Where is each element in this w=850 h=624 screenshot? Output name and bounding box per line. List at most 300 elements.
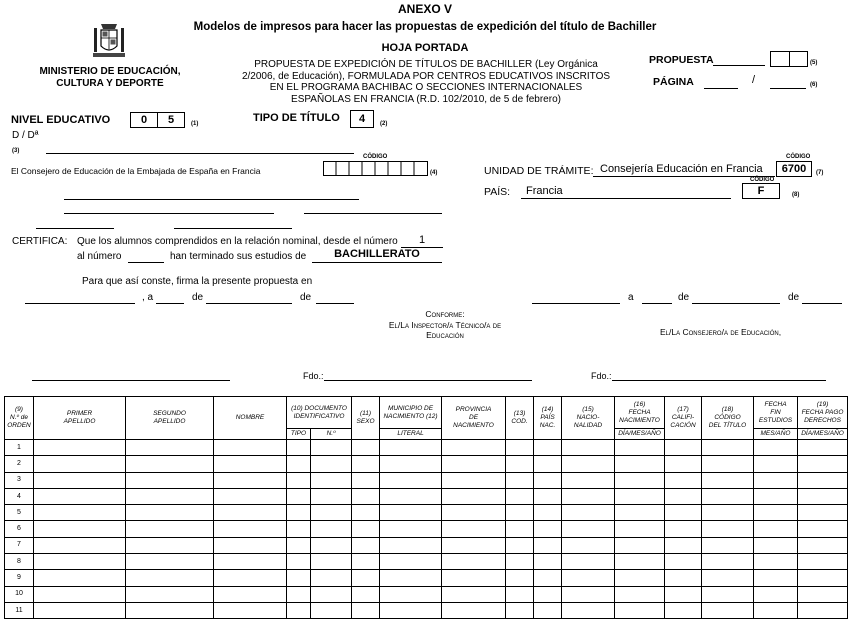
table-cell[interactable] [34,440,126,456]
table-cell[interactable] [352,456,380,472]
table-cell[interactable] [754,472,798,488]
to-number-line[interactable] [128,262,164,263]
table-cell[interactable] [380,586,442,602]
table-header-row [5,397,848,429]
fdo-line-2[interactable] [612,380,826,381]
table-cell[interactable] [380,456,442,472]
table-cell[interactable] [534,521,562,537]
sign-day-line-left[interactable] [156,303,184,304]
table-cell[interactable] [442,456,506,472]
table-cell[interactable] [615,570,665,586]
table-cell[interactable] [287,570,311,586]
table-cell[interactable] [442,586,506,602]
proposal-description [226,59,626,105]
sign-de2-left: de [300,292,312,303]
table-cell[interactable] [665,602,702,618]
table-cell[interactable] [311,440,352,456]
table-cell[interactable] [34,570,126,586]
table-cell[interactable] [214,456,287,472]
table-cell[interactable] [615,586,665,602]
conforme-block [345,309,545,341]
table-cell[interactable] [798,554,848,570]
table-cell[interactable] [615,602,665,618]
table-cell[interactable] [352,472,380,488]
table-cell[interactable] [798,521,848,537]
table-cell[interactable] [287,554,311,570]
unidad-value[interactable]: Consejería Educación en Francia [600,163,763,175]
table-cell[interactable] [311,554,352,570]
ref-4: (4) [430,170,438,176]
table-cell[interactable] [506,472,534,488]
table-cell[interactable] [214,472,287,488]
coat-of-arms-icon [91,20,127,60]
table-cell[interactable] [702,472,754,488]
studies-line [312,262,442,263]
table-cell[interactable] [34,586,126,602]
table-cell[interactable] [665,586,702,602]
row-number: 6 [5,521,34,537]
table-cell[interactable] [214,440,287,456]
table-cell[interactable] [506,440,534,456]
table-cell[interactable] [798,488,848,504]
ministry-line-2: CULTURA Y DEPORTE [56,78,164,89]
certifica-label: CERTIFICA: [12,236,68,247]
col-fecha-pago-format: DÍA/MES/AÑO [798,429,848,440]
table-cell[interactable] [352,570,380,586]
table-cell[interactable] [506,570,534,586]
fdo-label-2: Fdo.: [591,371,612,381]
table-cell[interactable] [442,488,506,504]
address-line-3[interactable] [304,213,442,214]
consejero-sign-label: El/La Consejero/a de Educación, [660,327,782,337]
table-cell[interactable] [214,521,287,537]
table-cell[interactable] [665,554,702,570]
table-cell[interactable] [702,586,754,602]
table-cell[interactable] [442,472,506,488]
row-number: 3 [5,472,34,488]
table-cell[interactable] [702,602,754,618]
table-cell[interactable] [126,521,214,537]
proposal-line-3: EN EL PROGRAMA BACHIBAC O SECCIONES INTERNACIONALES [269,82,583,93]
table-cell[interactable] [311,586,352,602]
table-cell[interactable] [442,440,506,456]
table-cell[interactable] [798,586,848,602]
table-cell[interactable] [34,554,126,570]
table-cell[interactable] [287,472,311,488]
propuesta-label: PROPUESTA [649,54,714,66]
table-cell[interactable] [34,505,126,521]
row-number: 9 [5,570,34,586]
pagina-label: PÁGINA [653,76,694,88]
table-cell[interactable] [562,554,615,570]
fdo-label-1: Fdo.: [303,371,324,381]
table-cell[interactable] [352,505,380,521]
table-cell[interactable] [798,440,848,456]
sign-month-line-right[interactable] [692,303,780,304]
table-cell[interactable] [442,521,506,537]
ref-1: (1) [191,121,199,127]
table-cell[interactable] [506,488,534,504]
certifica-text-2: al número [77,251,122,262]
table-cell[interactable] [380,505,442,521]
table-cell[interactable] [534,456,562,472]
nivel-digit-1[interactable]: 0 [130,112,158,128]
table-cell[interactable] [442,554,506,570]
table-cell[interactable] [562,488,615,504]
row-number: 5 [5,505,34,521]
table-cell[interactable] [615,440,665,456]
conforme-line-3: Educación [426,330,464,340]
tipo-label: TIPO DE TÍTULO [253,112,340,124]
table-cell[interactable] [352,537,380,553]
table-cell[interactable] [380,472,442,488]
col-fecha-nacimiento: (16) FECHA NACIMIENTO [615,397,665,429]
table-cell[interactable] [214,488,287,504]
table-cell[interactable] [352,521,380,537]
table-row [5,472,848,488]
table-cell[interactable] [126,586,214,602]
table-cell[interactable] [34,602,126,618]
table-row [5,570,848,586]
row-number: 4 [5,488,34,504]
address-line-1[interactable] [64,199,359,200]
table-cell[interactable] [442,570,506,586]
studies-value[interactable]: BACHILLERATO [334,248,420,260]
table-cell[interactable] [287,440,311,456]
table-cell[interactable] [126,456,214,472]
table-cell[interactable] [311,488,352,504]
table-cell[interactable] [798,537,848,553]
table-cell[interactable] [126,440,214,456]
table-cell[interactable] [352,488,380,504]
address-line-2[interactable] [64,213,274,214]
table-cell[interactable] [702,488,754,504]
table-cell[interactable] [214,537,287,553]
sign-a-left: , a [142,292,154,303]
table-cell[interactable] [506,521,534,537]
table-cell[interactable] [665,537,702,553]
sign-year-line-left[interactable] [316,303,354,304]
table-cell[interactable] [754,505,798,521]
pais-line [521,198,731,199]
col-calificacion: (17) CALIFI- CACIÓN [665,397,702,440]
row-number: 2 [5,456,34,472]
table-cell[interactable] [126,537,214,553]
col-nombre: NOMBRE [214,397,287,440]
sign-a-right: a [628,292,634,303]
table-cell[interactable] [126,488,214,504]
sign-de1-left: de [192,292,204,303]
table-cell[interactable] [754,456,798,472]
pais-value[interactable]: Francia [526,185,563,197]
certifica-text-3: han terminado sus estudios de [170,251,307,262]
table-cell[interactable] [380,537,442,553]
row-number: 7 [5,537,34,553]
col-primer-apellido: PRIMER APELLIDO [34,397,126,440]
col-sexo: (11) SEXO [352,397,380,440]
proposal-line-1: PROPUESTA DE EXPEDICIÓN DE TÍTULOS DE BACHILLER (Ley Orgánica [254,59,598,70]
pagina-separator: / [752,74,756,86]
from-number[interactable]: 1 [418,234,426,246]
pais-code[interactable]: F [742,183,780,199]
conforme-line-1: Conforme: [425,309,465,319]
table-cell[interactable] [34,537,126,553]
col-cod: (13) COD. [506,397,534,440]
table-cell[interactable] [287,488,311,504]
table-cell[interactable] [702,570,754,586]
unidad-label: UNIDAD DE TRÁMITE: [484,165,594,177]
table-cell[interactable] [702,440,754,456]
dd-name-line[interactable] [46,153,354,154]
col-segundo-apellido: SEGUNDO APELLIDO [126,397,214,440]
col-provincia: PROVINCIA DE NACIMIENTO [442,397,506,440]
codigo-label-8: CÓDIGO [750,177,775,183]
sign-place-line-left[interactable] [25,303,135,304]
table-cell[interactable] [665,488,702,504]
table-cell[interactable] [214,602,287,618]
table-cell[interactable] [506,586,534,602]
pagina-total-line[interactable] [770,88,806,89]
table-cell[interactable] [506,537,534,553]
codigo-label-4: CÓDIGO [363,154,388,160]
table-cell[interactable] [702,521,754,537]
table-cell[interactable] [534,472,562,488]
table-cell[interactable] [311,521,352,537]
table-cell[interactable] [311,472,352,488]
propuesta-box-divider [789,51,790,67]
signature-line-1[interactable] [32,380,230,381]
table-cell[interactable] [615,472,665,488]
table-cell[interactable] [311,602,352,618]
table-cell[interactable] [798,505,848,521]
table-cell[interactable] [34,472,126,488]
table-cell[interactable] [534,586,562,602]
document-subtitle: HOJA PORTADA [381,42,469,54]
table-row [5,440,848,456]
table-cell[interactable] [214,505,287,521]
propuesta-line[interactable] [713,65,765,66]
table-cell[interactable] [798,472,848,488]
table-cell[interactable] [754,440,798,456]
sign-year-line-right[interactable] [802,303,842,304]
pais-label: PAÍS: [484,186,511,198]
proposal-line-2: 2/2006, de Educación), FORMULADA POR CENTROS EDUCATIVOS INSCRITOS [241,70,611,82]
address-line-5[interactable] [174,228,292,229]
table-cell[interactable] [615,537,665,553]
table-cell[interactable] [352,586,380,602]
table-cell[interactable] [311,537,352,553]
table-cell[interactable] [562,505,615,521]
table-cell[interactable] [665,440,702,456]
table-cell[interactable] [754,586,798,602]
ref-6: (6) [810,82,818,88]
table-cell[interactable] [126,570,214,586]
ref-8: (8) [792,192,800,198]
table-cell[interactable] [126,472,214,488]
table-cell[interactable] [798,456,848,472]
table-cell[interactable] [380,570,442,586]
table-cell[interactable] [702,456,754,472]
table-cell[interactable] [534,570,562,586]
table-cell[interactable] [562,570,615,586]
table-cell[interactable] [287,602,311,618]
table-cell[interactable] [126,505,214,521]
consejero-text: El Consejero de Educación de la Embajada de España en Francia [11,166,261,176]
table-cell[interactable] [754,521,798,537]
table-cell[interactable] [34,488,126,504]
dd-label: D / Dª [12,130,39,141]
table-cell[interactable] [287,456,311,472]
table-cell[interactable] [534,554,562,570]
col-orden: (9) N.º de ORDEN [5,397,34,440]
table-cell[interactable] [352,554,380,570]
table-row [5,586,848,602]
ref-7: (7) [816,170,824,176]
table-cell[interactable] [534,537,562,553]
nivel-digit-2[interactable]: 5 [157,112,185,128]
table-cell[interactable] [287,586,311,602]
table-cell[interactable] [615,456,665,472]
table-cell[interactable] [380,521,442,537]
table-cell[interactable] [562,537,615,553]
row-number: 10 [5,586,34,602]
table-cell[interactable] [534,602,562,618]
ref-3: (3) [12,148,20,154]
table-cell[interactable] [287,505,311,521]
table-cell[interactable] [287,537,311,553]
table-cell[interactable] [562,521,615,537]
table-cell[interactable] [665,472,702,488]
table-row [5,602,848,618]
table-cell[interactable] [615,488,665,504]
sign-place-line-right[interactable] [532,303,620,304]
conforme-line-2: El/La Inspector/a Técnico/a de [388,319,502,330]
table-cell[interactable] [754,554,798,570]
sign-month-line-left[interactable] [206,303,292,304]
table-cell[interactable] [562,440,615,456]
table-cell[interactable] [380,554,442,570]
table-cell[interactable] [562,586,615,602]
col-fecha-fin: FECHA FIN ESTUDIOS [754,397,798,429]
table-cell[interactable] [534,440,562,456]
annex-label: ANEXO V [397,2,452,16]
table-cell[interactable] [442,505,506,521]
sign-day-line-right[interactable] [642,303,672,304]
table-cell[interactable] [442,537,506,553]
table-cell[interactable] [287,521,311,537]
col-fecha-nac-format: DÍA/MES/AÑO [615,429,665,440]
table-row [5,554,848,570]
students-table [4,396,848,619]
table-cell[interactable] [214,586,287,602]
table-cell[interactable] [126,602,214,618]
table-cell[interactable] [562,472,615,488]
table-cell[interactable] [311,456,352,472]
table-row [5,521,848,537]
certifica-text-1: Que los alumnos comprendidos en la relación nominal, desde el número [77,236,398,247]
table-cell[interactable] [534,488,562,504]
table-cell[interactable] [311,570,352,586]
table-cell[interactable] [754,570,798,586]
table-cell[interactable] [702,537,754,553]
fdo-line-1[interactable] [324,380,532,381]
nivel-label: NIVEL EDUCATIVO [11,114,111,126]
col-nacionalidad: (15) NACIO- NALIDAD [562,397,615,440]
table-cell[interactable] [615,554,665,570]
table-cell[interactable] [352,602,380,618]
table-cell[interactable] [615,505,665,521]
table-cell[interactable] [665,456,702,472]
table-cell[interactable] [126,554,214,570]
tipo-value[interactable]: 4 [350,110,374,128]
table-row [5,456,848,472]
table-cell[interactable] [665,521,702,537]
table-cell[interactable] [506,505,534,521]
table-cell[interactable] [506,554,534,570]
col-pais-nac: (14) PAÍS NAC. [534,397,562,440]
pagina-number-line[interactable] [704,88,738,89]
table-cell[interactable] [702,505,754,521]
table-cell[interactable] [798,570,848,586]
ministry-name [20,66,200,90]
table-cell[interactable] [214,554,287,570]
table-cell[interactable] [665,570,702,586]
table-cell[interactable] [352,440,380,456]
table-cell[interactable] [311,505,352,521]
codigo-label-7: CÓDIGO [786,154,811,160]
col-municipio: MUNICIPIO DE NACIMIENTO (12) [380,397,442,429]
table-cell[interactable] [665,505,702,521]
ministry-line-1: MINISTERIO DE EDUCACIÓN, [39,66,181,77]
table-cell[interactable] [534,505,562,521]
table-cell[interactable] [380,602,442,618]
table-cell[interactable] [506,602,534,618]
closing-text: Para que así conste, firma la presente propuesta en [82,276,313,287]
table-cell[interactable] [615,521,665,537]
table-cell[interactable] [754,602,798,618]
table-cell[interactable] [34,456,126,472]
table-cell[interactable] [798,602,848,618]
col-doc-num: N.º [311,429,352,440]
sign-de1-right: de [678,292,690,303]
col-municipio-literal: LITERAL [380,429,442,440]
table-cell[interactable] [754,488,798,504]
col-doc-tipo: TIPO [287,429,311,440]
ref-2: (2) [380,121,388,127]
table-cell[interactable] [380,488,442,504]
table-cell[interactable] [214,570,287,586]
table-cell[interactable] [702,554,754,570]
table-cell[interactable] [380,440,442,456]
table-cell[interactable] [562,456,615,472]
col-documento: (10) DOCUMENTO IDENTIFICATIVO [287,397,352,429]
table-cell[interactable] [562,602,615,618]
table-row [5,488,848,504]
table-cell[interactable] [506,456,534,472]
col-fecha-fin-format: MES/AÑO [754,429,798,440]
table-cell[interactable] [442,602,506,618]
address-line-4[interactable] [36,228,114,229]
table-row [5,505,848,521]
unidad-line [593,176,775,177]
table-cell[interactable] [754,537,798,553]
sign-de2-right: de [788,292,800,303]
proposal-line-4: ESPAÑOLAS EN FRANCIA (R.D. 102/2010, de 5 de febrero) [291,93,561,105]
col-codigo-titulo: (18) CÓDIGO DEL TÍTULO [702,397,754,440]
unidad-code[interactable]: 6700 [776,161,812,177]
table-row [5,537,848,553]
table-cell[interactable] [34,521,126,537]
